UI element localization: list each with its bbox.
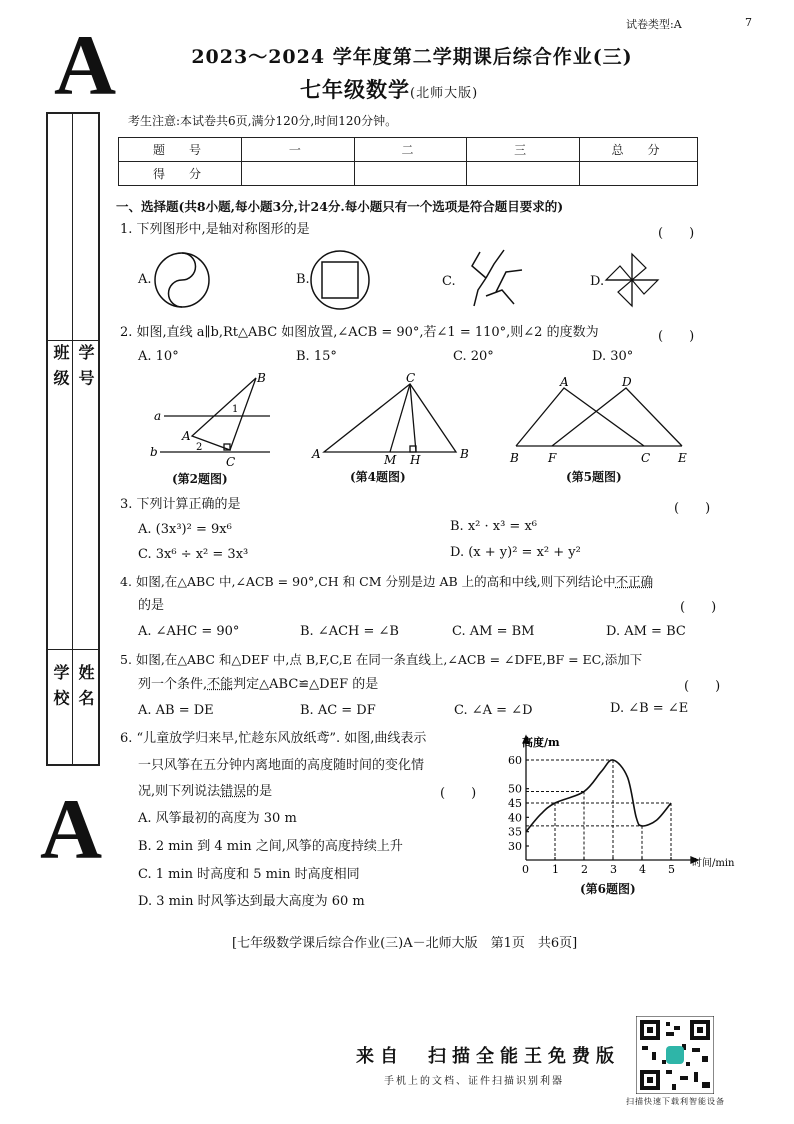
q2-option-b[interactable]: B. 15° <box>296 349 337 364</box>
student-number-label: 学 号 <box>76 344 95 388</box>
fig2-label: B <box>257 371 266 385</box>
y-tick-label: 30 <box>508 840 522 853</box>
score-header-cell: 总 分 <box>580 138 698 162</box>
q5-emphasis: 不能 <box>207 677 234 692</box>
fig4-label: B <box>460 447 469 461</box>
fig5-label: F <box>548 451 557 465</box>
q4-option-d[interactable]: D. AM = BC <box>606 624 686 639</box>
q6-stem-line1: 6. “儿童放学归来早,忙趁东风放纸鸢”. 如图,曲线表示 <box>120 731 427 746</box>
score-header-cell: 题 号 <box>119 138 242 162</box>
version-letter-bottom: A <box>40 781 103 877</box>
score-cell[interactable] <box>467 162 580 186</box>
y-tick-label: 35 <box>508 825 522 839</box>
score-cell[interactable] <box>242 162 355 186</box>
q6-option-a[interactable]: A. 风筝最初的高度为 30 m <box>138 811 297 826</box>
q5-stem-line2 <box>138 677 378 693</box>
q5-option-b[interactable]: B. AC = DF <box>300 703 376 718</box>
q6-option-c[interactable]: C. 1 min 时高度和 5 min 时高度相同 <box>138 867 360 882</box>
class-label: 班 级 <box>51 344 70 388</box>
fig2-label: a <box>154 409 162 423</box>
q1-option-d[interactable]: D. <box>590 274 605 289</box>
score-table <box>118 137 698 186</box>
binding-strip-line <box>48 649 98 650</box>
q2-option-c[interactable]: C. 20° <box>453 349 494 364</box>
q6-stem-text: 况,则下列说法 <box>138 784 221 799</box>
score-cell[interactable] <box>580 162 698 186</box>
section1-heading: 一、选择题(共8小题,每小题3分,计24分.每小题只有一个选项是符合题目要求的) <box>116 199 564 214</box>
score-cell[interactable] <box>354 162 467 186</box>
fig2-angle-label: 2 <box>196 442 203 453</box>
fig4-label: C <box>406 372 416 385</box>
score-header-cell: 一 <box>242 138 355 162</box>
fig5-label: E <box>678 451 687 465</box>
q3-answer-paren[interactable]: ( ) <box>674 501 711 516</box>
page-footer: [七年级数学课后综合作业(三)A－北师大版 第1页 共6页] <box>232 936 578 951</box>
exam-title: 2023～2024 学年度第二学期课后综合作业(三) <box>191 46 633 68</box>
height-curve <box>526 760 671 832</box>
q6-answer-paren[interactable]: ( ) <box>440 786 477 801</box>
y-tick-label: 45 <box>508 797 522 810</box>
q2-answer-paren[interactable]: ( ) <box>658 329 695 344</box>
fig2-label: C <box>226 455 236 468</box>
q3-option-b[interactable]: B. x² · x³ = x⁶ <box>450 519 538 534</box>
q3-option-c[interactable]: C. 3x⁶ ÷ x² = 3x³ <box>138 547 249 562</box>
qr-code-icon[interactable] <box>636 1016 714 1094</box>
q4-option-b[interactable]: B. ∠ACH = ∠B <box>300 624 399 639</box>
q1-option-a[interactable]: A. <box>138 272 152 287</box>
figure-2 <box>150 368 280 468</box>
circle-square-figure <box>308 248 372 312</box>
score-header-cell: 三 <box>467 138 580 162</box>
fig2-caption: (第2题图) <box>172 472 228 486</box>
fig5-caption: (第5题图) <box>566 470 622 484</box>
version-letter-top: A <box>54 17 117 113</box>
fig5-label: D <box>622 375 632 389</box>
y-tick-label: 50 <box>508 782 522 796</box>
q2-option-a[interactable]: A. 10° <box>138 349 179 364</box>
edition: (北师大版) <box>410 86 479 101</box>
q5-answer-paren[interactable]: ( ) <box>684 679 721 694</box>
fig2-label: b <box>150 445 158 459</box>
yin-yang-figure <box>152 250 212 310</box>
q3-option-d[interactable]: D. (x + y)² = x² + y² <box>450 545 581 560</box>
x-tick-label: 4 <box>639 863 646 876</box>
q1-stem: 1. 下列图形中,是轴对称图形的是 <box>120 222 310 237</box>
q1-answer-paren[interactable]: ( ) <box>658 226 695 241</box>
fig4-label: M <box>384 453 397 464</box>
q5-stem: 5. 如图,在△ABC 和△DEF 中,点 B,F,C,E 在同一条直线上,∠ACB = ∠DFE,BF = EC,添加下 <box>120 652 643 667</box>
y-tick-label: 60 <box>508 754 522 767</box>
q4-option-c[interactable]: C. AM = BM <box>452 624 535 639</box>
x-tick-label: 2 <box>581 863 588 876</box>
fig4-label: H <box>410 453 421 464</box>
q6-option-b[interactable]: B. 2 min 到 4 min 之间,风筝的高度持续上升 <box>138 839 403 854</box>
q1-option-b[interactable]: B. <box>296 272 310 287</box>
figure-5 <box>508 374 694 466</box>
score-header-cell: 二 <box>354 138 467 162</box>
x-tick-label: 1 <box>552 863 559 876</box>
fig4-label: A <box>312 447 321 461</box>
q4-stem-text: 4. 如图,在△ABC 中,∠ACB = 90°,CH 和 CM 分别是边 AB 上的高和中线,则下列结论中 <box>120 574 616 589</box>
subject: 七年级数学 <box>300 77 410 102</box>
fig2-angle-label: 1 <box>232 404 239 415</box>
score-table-row <box>119 162 698 186</box>
q4-answer-paren[interactable]: ( ) <box>680 600 717 615</box>
fig4-caption: (第4题图) <box>350 470 406 484</box>
qr-caption: 扫描快速下载利智能设备 <box>626 1097 725 1106</box>
y-axis-title: 高度/m <box>522 736 560 749</box>
windmill-figure <box>602 250 662 310</box>
q5-stem-text: 列一个条件, <box>138 677 208 692</box>
pinwheel-pentagon-figure <box>456 246 528 312</box>
fig5-label: B <box>510 451 519 465</box>
q1-option-c[interactable]: C. <box>442 274 456 289</box>
q6-emphasis: 错误 <box>220 784 247 799</box>
binding-strip <box>46 112 100 766</box>
score-table-header-row <box>119 138 698 162</box>
fig5-label: A <box>560 375 569 389</box>
q5-option-c[interactable]: C. ∠A = ∠D <box>454 703 533 718</box>
name-label: 姓 名 <box>76 664 95 708</box>
school-label: 学 校 <box>51 664 70 708</box>
fig2-label: A <box>182 429 191 443</box>
q2-option-d[interactable]: D. 30° <box>592 349 634 364</box>
q5-option-d[interactable]: D. ∠B = ∠E <box>610 701 689 716</box>
x-tick-label: 3 <box>610 863 617 876</box>
fig5-label: C <box>641 451 651 465</box>
scanner-ad-subtitle: 手机上的文档、证件扫描识别利器 <box>384 1076 564 1087</box>
q4-option-a[interactable]: A. ∠AHC = 90° <box>138 624 240 639</box>
q5-option-a[interactable]: A. AB = DE <box>138 703 214 718</box>
q6-option-d[interactable]: D. 3 min 时风筝达到最大高度为 60 m <box>138 894 365 909</box>
q6-stem-text: 的是 <box>246 784 273 799</box>
figure-4 <box>310 372 480 464</box>
figure-6-chart <box>498 732 748 880</box>
binding-strip-divider <box>72 114 73 764</box>
q4-emphasis: 不正确 <box>615 574 654 589</box>
score-row-label: 得 分 <box>119 162 242 186</box>
binding-strip-line <box>48 340 98 341</box>
origin-label: 0 <box>522 863 529 876</box>
fig6-caption: (第6题图) <box>580 882 636 896</box>
x-axis-title: 时间/min <box>692 858 735 869</box>
q3-stem: 3. 下列计算正确的是 <box>120 497 241 512</box>
scanner-ad-title: 来自 扫描全能王免费版 <box>356 1046 620 1067</box>
q6-stem-line2: 一只风筝在五分钟内离地面的高度随时间的变化情 <box>138 758 425 773</box>
exam-notice: 考生注意:本试卷共6页,满分120分,时间120分钟。 <box>128 114 398 128</box>
q4-stem-end: 的是 <box>138 598 165 613</box>
x-tick-label: 5 <box>668 863 675 876</box>
paper-type: 试卷类型:A <box>626 18 682 31</box>
q4-stem <box>120 574 653 589</box>
q6-stem-line3 <box>138 784 272 800</box>
q5-stem-text: 判定△ABC≌△DEF 的是 <box>233 677 379 692</box>
y-tick-label: 40 <box>508 811 522 825</box>
q3-option-a[interactable]: A. (3x³)² = 9x⁶ <box>138 522 232 537</box>
q2-stem: 2. 如图,直线 a∥b,Rt△ABC 如图放置,∠ACB = 90°,若∠1 = 110°,则∠2 的度数为 <box>120 325 599 340</box>
page-number-corner: 7 <box>745 16 752 29</box>
subject-title <box>300 74 478 104</box>
